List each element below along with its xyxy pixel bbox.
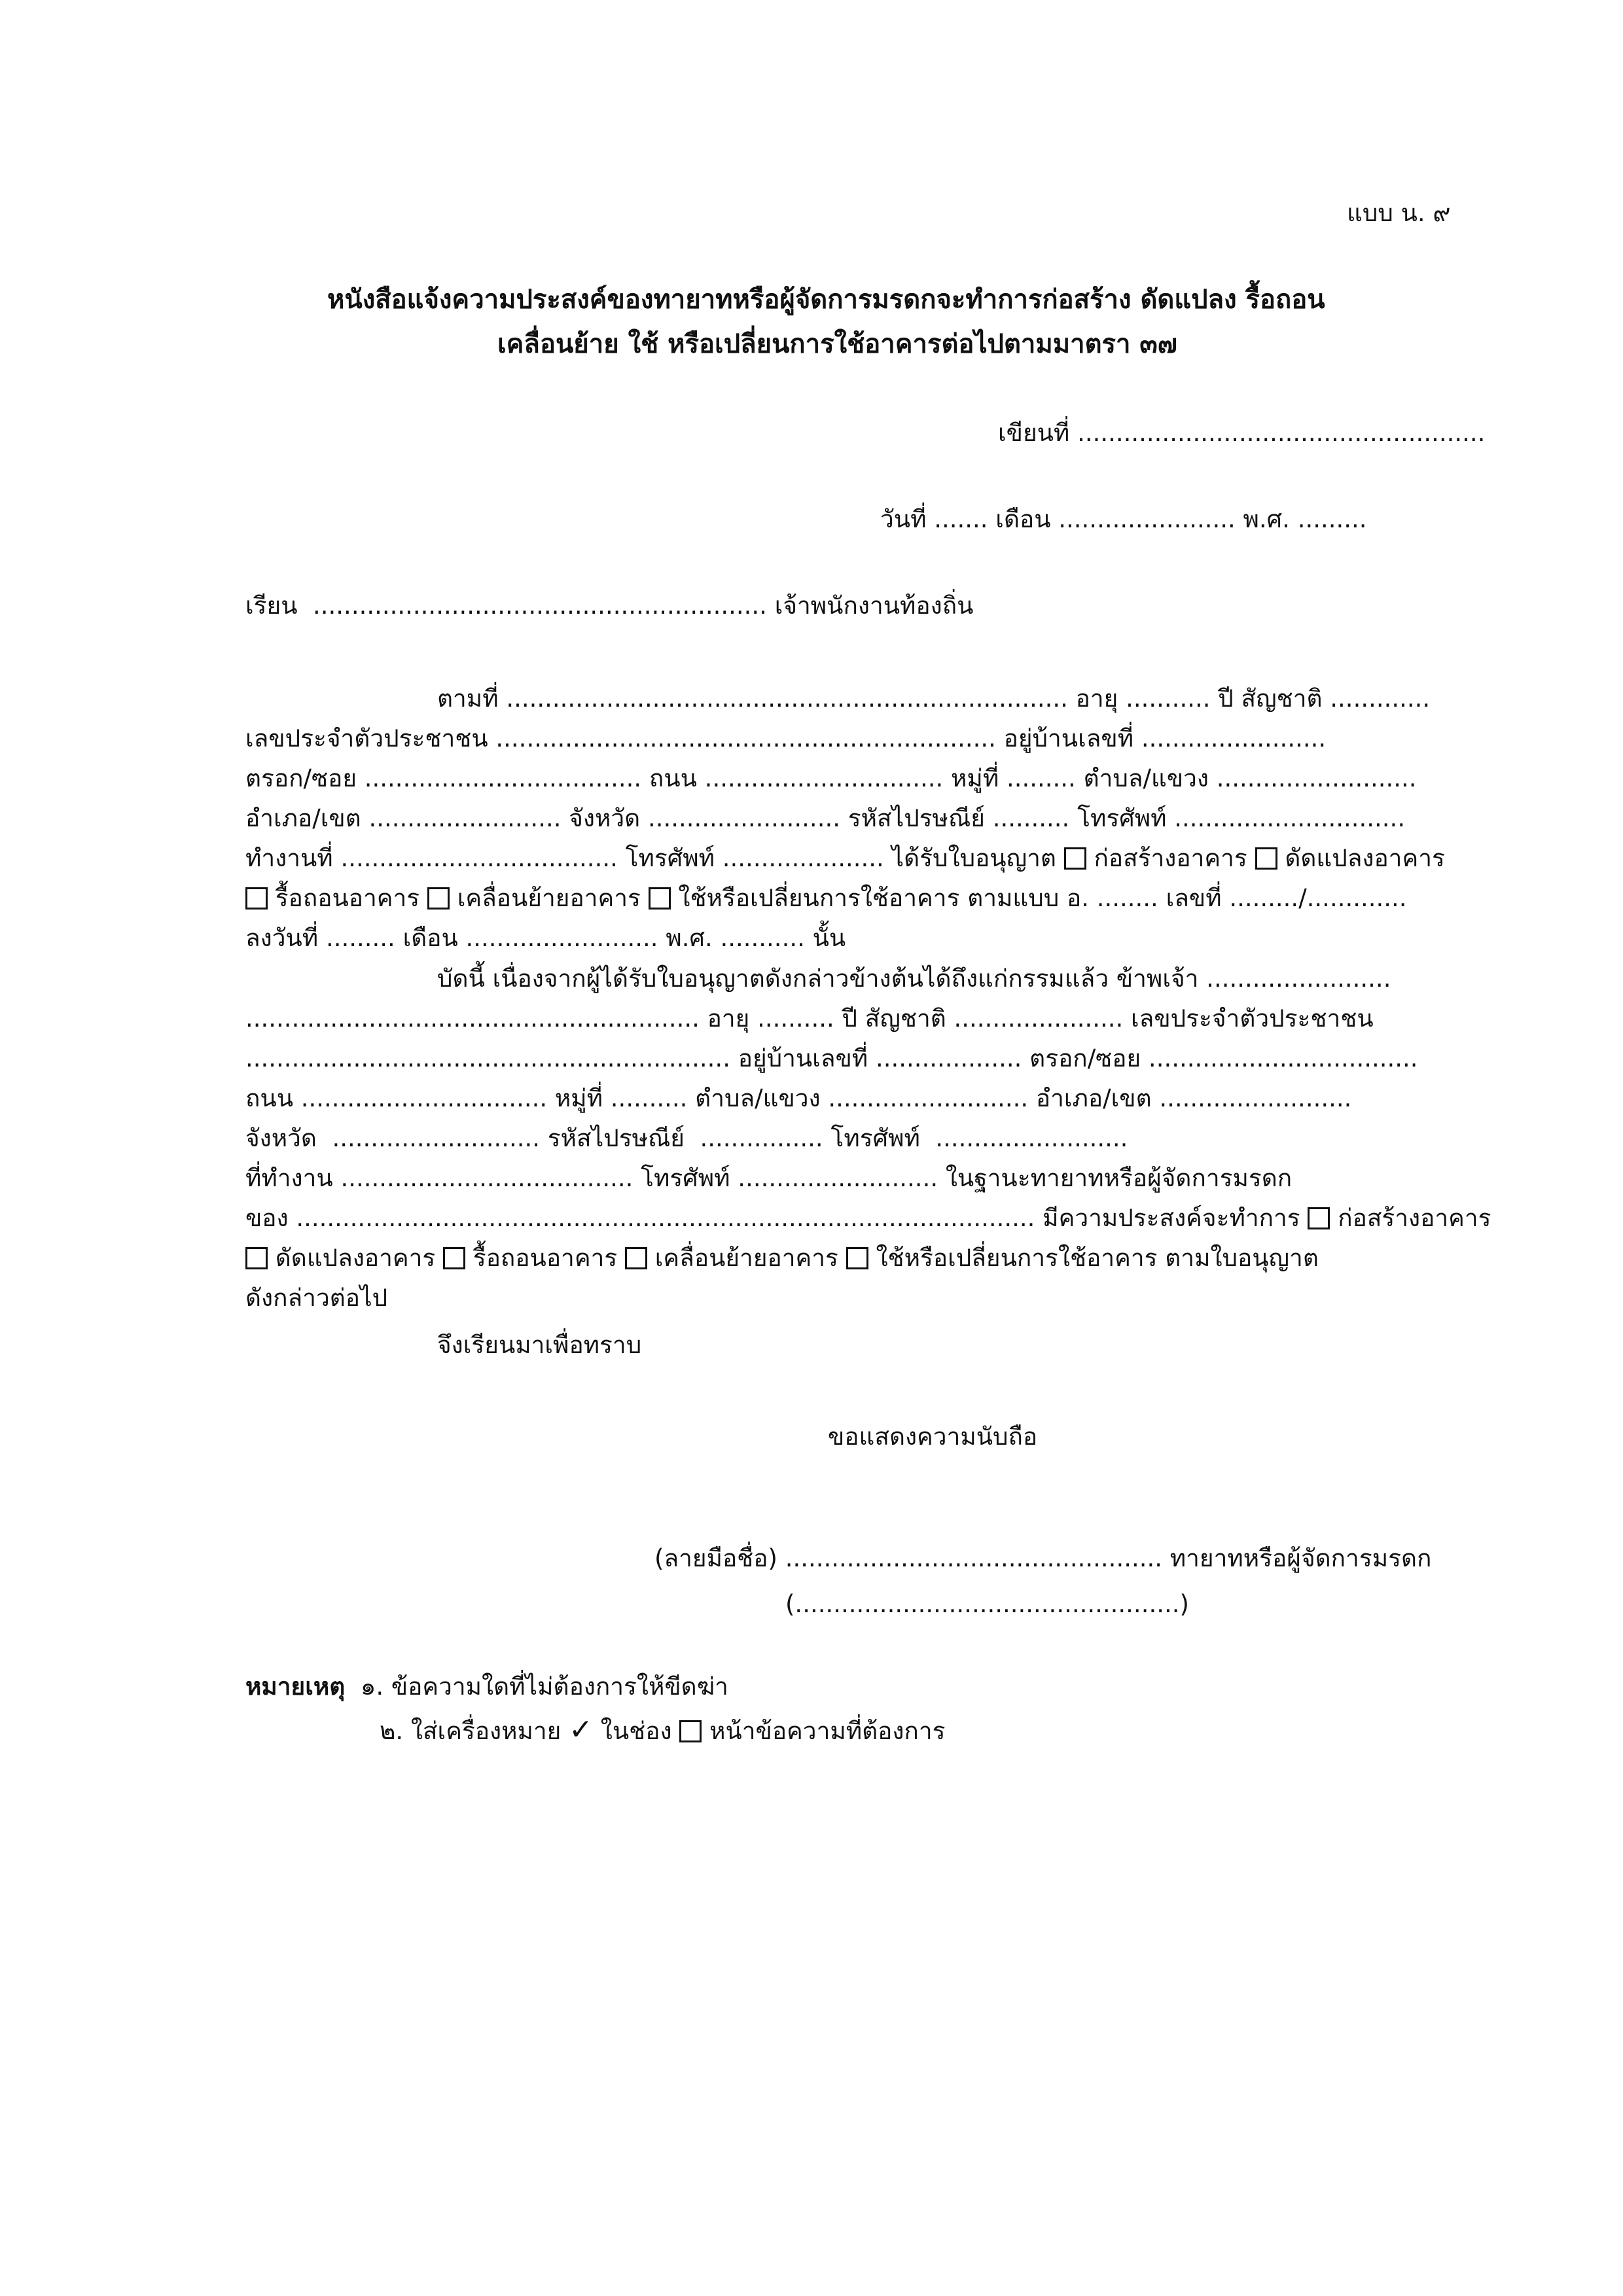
note-1: ๑. ข้อความใดที่ไม่ต้องการให้ขีดฆ่า	[360, 1672, 728, 1701]
p1-line-4[interactable]: อำเภอ/เขต ......................... จังหวัด ......................... รหัสไปรษณีย์ .......... โทรศัพท์ ..............................	[245, 804, 1406, 832]
notes-line-2	[380, 1713, 946, 1748]
date-field[interactable]: วันที่ ....... เดือน ....................... พ.ศ. .........	[880, 505, 1367, 533]
p1-line-3[interactable]: ตรอก/ซอย .................................... ถนน ............................... หมู่ที่ ......... ตำบล/แขวง ..........................	[245, 764, 1417, 792]
p1-line-5[interactable]	[245, 841, 1445, 875]
checkbox-use-change[interactable]	[649, 887, 671, 910]
note-2-suffix: หน้าข้อความที่ต้องการ	[709, 1717, 946, 1745]
p1-line-5-text: ทำงานที่ .................................... โทรศัพท์ ..................... ได้รับใบอนุญาต	[245, 844, 1056, 872]
p2-line-2[interactable]: ........................................................... อายุ .......... ปี สัญชาติ ...................... เลขประจำตัวประชาชน	[245, 1004, 1374, 1033]
checkbox-heir-relocate[interactable]	[625, 1247, 647, 1269]
form-title-line-1: หนังสือแจ้งความประสงค์ของทายาทหรือผู้จัดการมรดกจะทำการก่อสร้าง ดัดแปลง รื้อถอน	[327, 285, 1325, 315]
label-relocate: เคลื่อนย้ายอาคาร	[457, 884, 641, 912]
closing-text: ขอแสดงความนับถือ	[828, 1422, 1038, 1451]
form-title-line-2: เคลื่อนย้าย ใช้ หรือเปลี่ยนการใช้อาคารต่อไปตามมาตรา ๓๗	[497, 329, 1177, 359]
p2-line-6[interactable]: ที่ทำงาน ...................................... โทรศัพท์ .......................... ในฐานะทายาทหรือผู้จัดการมรดก	[245, 1164, 1293, 1192]
note-2-in-box: ในช่อง	[600, 1717, 672, 1745]
label-heir-construct: ก่อสร้างอาคาร	[1338, 1204, 1491, 1232]
signature-line[interactable]: (ลายมือชื่อ) ................................................. ทายาทหรือผู้จัดการมรดก	[654, 1544, 1432, 1572]
p2-line-8[interactable]	[245, 1241, 1319, 1275]
p2-line-4[interactable]: ถนน ................................ หมู่ที่ .......... ตำบล/แขวง .......................... อำเภอ/เขต .........................	[245, 1084, 1352, 1112]
checkbox-heir-construct[interactable]	[1308, 1207, 1330, 1229]
label-heir-modify: ดัดแปลงอาคาร	[275, 1244, 436, 1272]
p1-line-6[interactable]	[245, 881, 1407, 915]
notes-label: หมายเหตุ	[245, 1672, 346, 1701]
p2-line-7[interactable]	[245, 1201, 1491, 1235]
signature-name-field[interactable]: (..................................................)	[785, 1590, 1189, 1618]
label-demolish: รื้อถอนอาคาร	[275, 884, 420, 912]
p2-line-7-text: ของ ................................................................................................ มีความประสงค์จะทำการ	[245, 1204, 1300, 1232]
example-checkbox-icon	[679, 1720, 702, 1742]
checkbox-heir-use-change[interactable]	[846, 1247, 868, 1269]
addressee-line[interactable]: เรียน ........................................................... เจ้าพนักงานท้องถิ่น	[245, 592, 974, 620]
label-heir-relocate: เคลื่อนย้ายอาคาร	[654, 1244, 838, 1272]
label-modify: ดัดแปลงอาคาร	[1285, 844, 1445, 872]
notes-line-1	[245, 1670, 728, 1704]
written-at-field[interactable]: เขียนที่ .....................................................	[998, 419, 1486, 447]
label-heir-demolish: รื้อถอนอาคาร	[473, 1244, 618, 1272]
form-code: แบบ น. ๙	[1347, 199, 1451, 227]
p1-line-2[interactable]: เลขประจำตัวประชาชน ................................................................. อยู่บ้านเลขที่ ........................	[245, 724, 1327, 752]
checkbox-heir-demolish[interactable]	[443, 1247, 465, 1269]
p2-line-3[interactable]: ............................................................... อยู่บ้านเลขที่ ................... ตรอก/ซอย ...................................	[245, 1044, 1418, 1072]
label-use-change: ใช้หรือเปลี่ยนการใช้อาคาร ตามแบบ อ. ........ เลขที่ ........./.............	[678, 884, 1407, 912]
p2-line-9: ดังกล่าวต่อไป	[245, 1284, 388, 1312]
p1-line-7[interactable]: ลงวันที่ ......... เดือน ......................... พ.ศ. ........... นั้น	[245, 924, 846, 952]
p2-line-5[interactable]: จังหวัด ........................... รหัสไปรษณีย์ ................ โทรศัพท์ .........................	[245, 1124, 1128, 1152]
label-construct: ก่อสร้างอาคาร	[1094, 844, 1247, 872]
checkbox-demolish[interactable]	[245, 887, 268, 910]
checkbox-modify[interactable]	[1255, 847, 1277, 870]
checkbox-heir-modify[interactable]	[245, 1247, 268, 1269]
checkbox-construct[interactable]	[1064, 847, 1086, 870]
p2-line-1[interactable]: บัดนี้ เนื่องจากผู้ได้รับใบอนุญาตดังกล่าวข้างต้นได้ถึงแก่กรรมแล้ว ข้าพเจ้า ........................	[437, 964, 1391, 993]
p1-line-1[interactable]: ตามที่ ......................................................................... อายุ ........... ปี สัญชาติ .............	[437, 684, 1431, 713]
note-2-text: ๒. ใส่เครื่องหมาย	[380, 1717, 562, 1745]
label-heir-use-change: ใช้หรือเปลี่ยนการใช้อาคาร ตามใบอนุญาต	[876, 1244, 1319, 1272]
checkmark-icon: ✓	[569, 1713, 593, 1746]
checkbox-relocate[interactable]	[427, 887, 450, 910]
inform-text: จึงเรียนมาเพื่อทราบ	[437, 1331, 642, 1359]
